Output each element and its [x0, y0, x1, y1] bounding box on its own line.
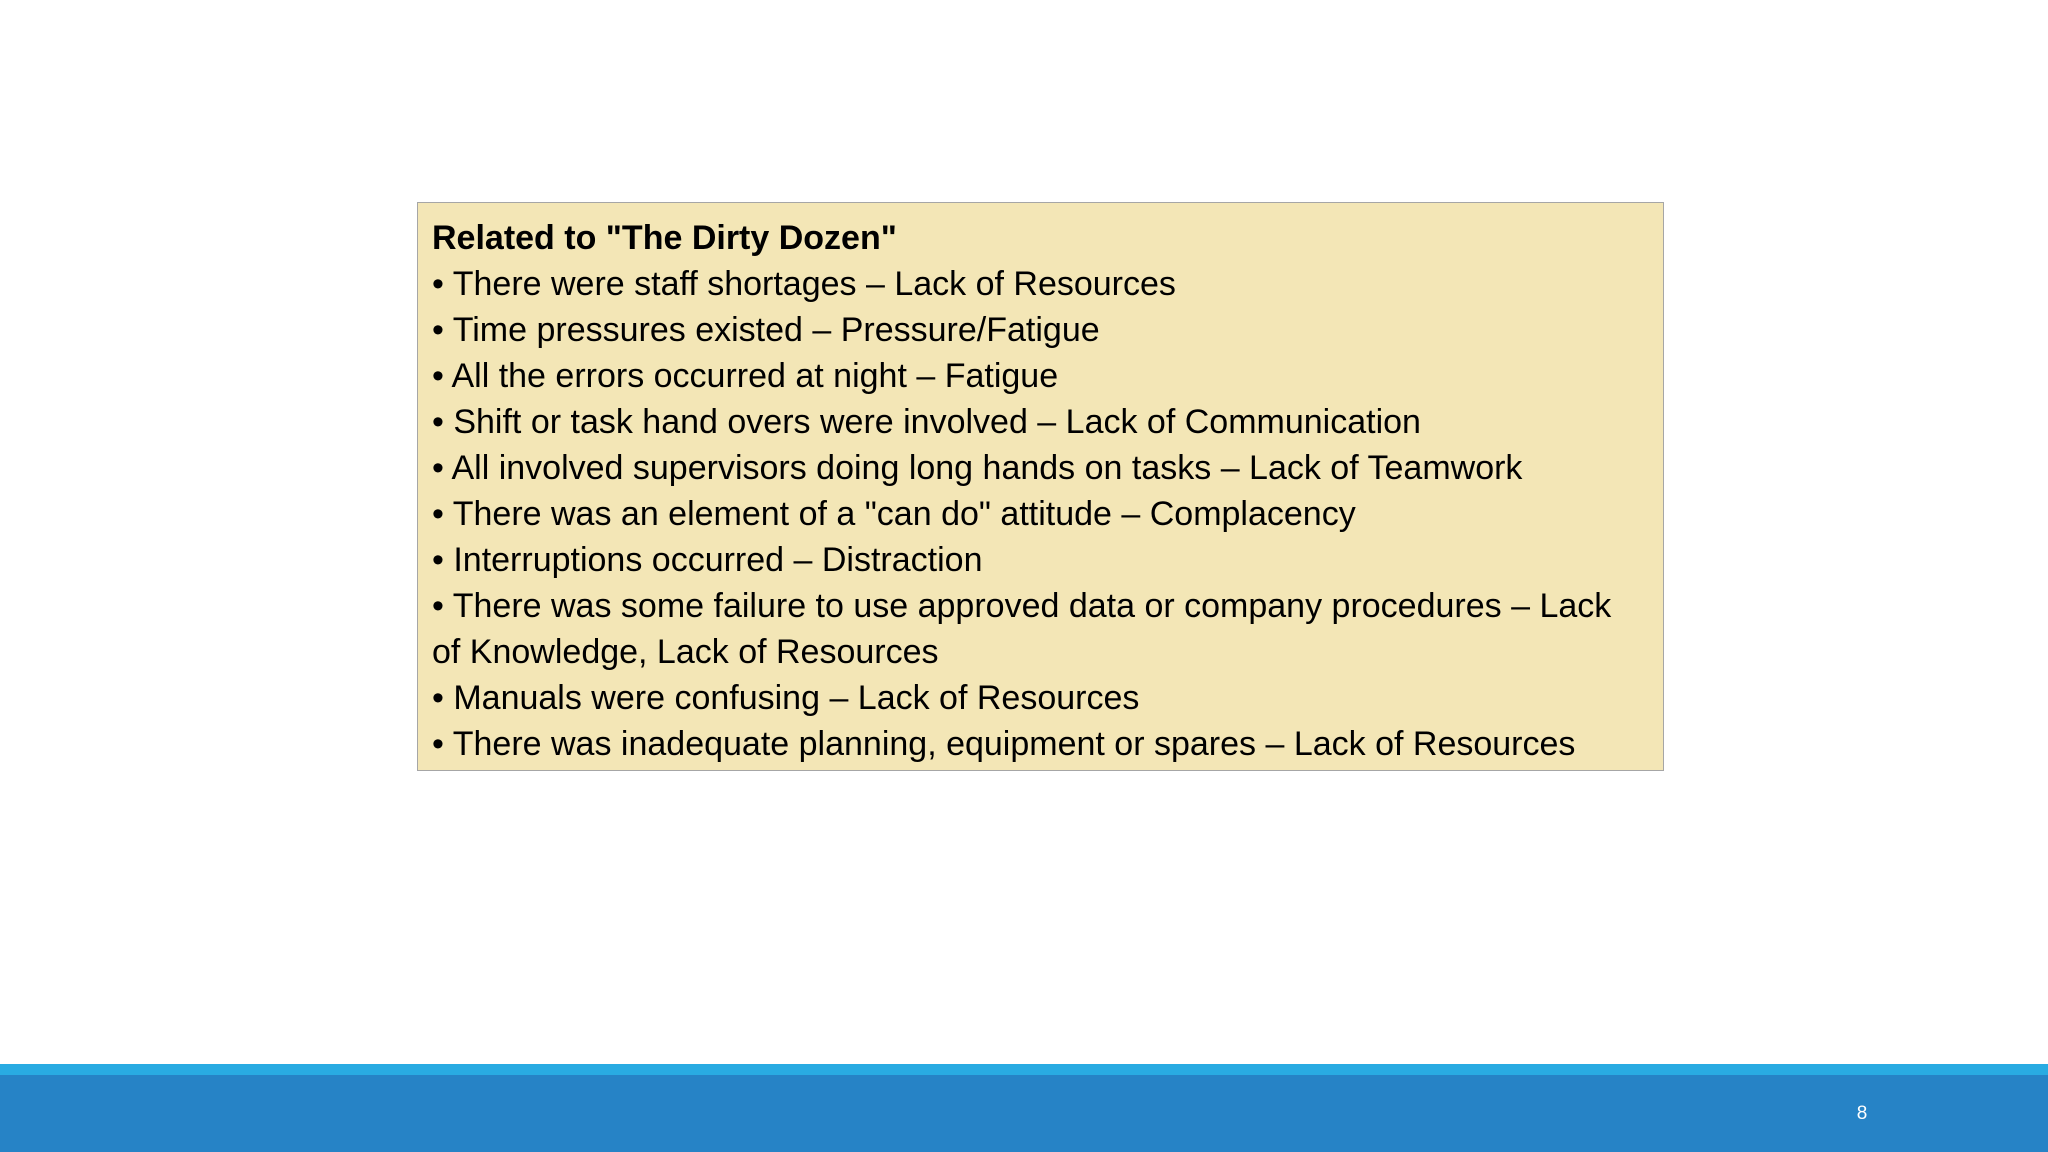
list-item-approved-data: • There was some failure to use approved data or company procedures – Lack of Knowledge, Lack of Resources: [432, 587, 1612, 671]
list-item-hand-overs: • Shift or task hand overs were involved – Lack of Communication: [432, 403, 1421, 441]
page-number: 8: [1856, 1103, 1868, 1124]
list-item-interruptions: • Interruptions occurred – Distraction: [432, 541, 983, 579]
callout-list: [432, 261, 1649, 767]
footer-accent-stripe: [0, 1064, 2048, 1075]
list-item-supervisors: • All involved supervisors doing long hands on tasks – Lack of Teamwork: [432, 449, 1523, 487]
list-item-inadequate-planning: • There was inadequate planning, equipment or spares – Lack of Resources: [432, 725, 1576, 763]
list-item-staff-shortages: • There were staff shortages – Lack of Resources: [432, 265, 1176, 303]
list-item-can-do-attitude: • There was an element of a "can do" attitude – Complacency: [432, 495, 1356, 533]
list-item-manuals: • Manuals were confusing – Lack of Resources: [432, 679, 1140, 717]
list-item-time-pressures: • Time pressures existed – Pressure/Fatigue: [432, 311, 1100, 349]
list-item-night-errors: • All the errors occurred at night – Fatigue: [432, 357, 1059, 395]
dirty-dozen-callout: [417, 202, 1664, 771]
footer-bar: [0, 1075, 2048, 1152]
callout-title: Related to "The Dirty Dozen": [432, 219, 897, 257]
